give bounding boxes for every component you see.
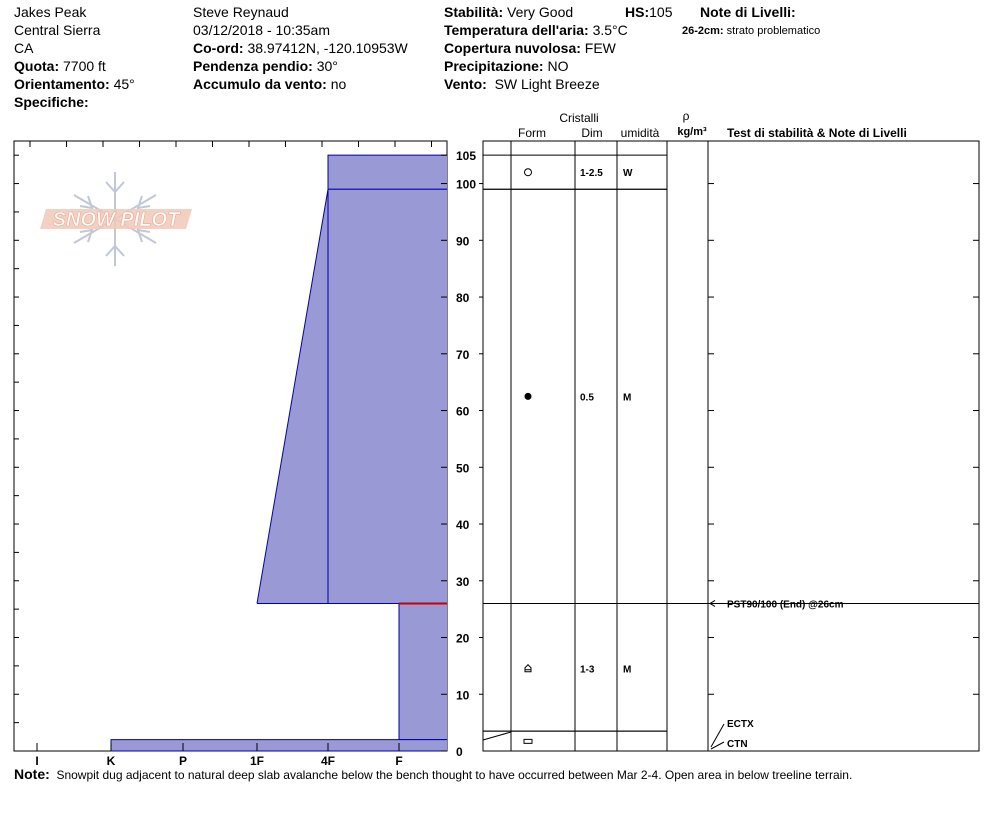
range: Central Sierra xyxy=(14,22,101,38)
hardness-plot xyxy=(14,141,447,765)
elevation-label: Quota: xyxy=(14,58,60,74)
moisture-header: umidità xyxy=(620,126,660,140)
stability: Very Good xyxy=(507,4,574,20)
hardness-label-F: F xyxy=(395,754,403,765)
layer-moisture-2: M xyxy=(623,664,632,676)
wind: SW Light Breeze xyxy=(494,76,600,92)
note xyxy=(14,766,852,782)
hs: 105 xyxy=(649,4,673,20)
note-text: Snowpit dug adjacent to natural deep slab avalanche below the bench thought to have occurred between Mar 2-4. Open area in below treeline terrain. xyxy=(56,768,853,782)
layer-size-2: 1-3 xyxy=(580,664,595,676)
elevation: 7700 ft xyxy=(63,58,106,74)
wind-label: Vento: xyxy=(444,76,487,92)
layer-size-0: 1-2.5 xyxy=(580,168,603,180)
hardness-layer-3 xyxy=(111,740,447,751)
crust-icon xyxy=(524,739,532,743)
height-label-90: 90 xyxy=(456,234,470,249)
height-label-70: 70 xyxy=(456,347,470,362)
precip: NO xyxy=(547,58,569,74)
crystals-header: Cristalli xyxy=(559,111,599,125)
hardness-layer-1 xyxy=(257,189,447,603)
height-label-50: 50 xyxy=(456,461,470,476)
hardness-layer-0 xyxy=(328,155,447,189)
hardness-label-1F: 1F xyxy=(249,754,265,765)
layer-note-text: strato problematico xyxy=(726,25,821,37)
hardness-label-I: I xyxy=(35,754,39,765)
precip-label: Precipitazione: xyxy=(444,58,544,74)
wind-loading: no xyxy=(330,76,347,92)
coord: 38.97412N, -120.10953W xyxy=(247,40,408,56)
ground-slant-line xyxy=(483,732,511,740)
layer-notes-label: Note di Livelli: xyxy=(700,4,796,20)
height-label-60: 60 xyxy=(456,404,470,419)
tests-header: Test di stabilità & Note di Livelli xyxy=(727,126,907,140)
height-label-40: 40 xyxy=(456,518,470,533)
slope: 30° xyxy=(316,58,338,74)
note-label: Note: xyxy=(14,766,50,782)
logo-text: SNOW PILOT xyxy=(52,209,180,231)
stability-label: Stabilità: xyxy=(444,4,504,20)
size-header: Dim xyxy=(581,126,603,140)
height-label-30: 30 xyxy=(456,574,470,589)
datetime: 03/12/2018 - 10:35am xyxy=(193,22,330,38)
height-label-0: 0 xyxy=(456,745,463,759)
circle-open-icon xyxy=(525,169,532,176)
layer-moisture-0: W xyxy=(623,168,633,180)
coord-label: Co-ord: xyxy=(193,40,244,56)
air-temp: 3.5°C xyxy=(592,22,628,38)
aspect: 45° xyxy=(113,76,135,92)
location: Jakes Peak xyxy=(14,4,87,20)
specifics-label: Specifiche: xyxy=(14,94,89,110)
layer-table-headers xyxy=(518,109,907,140)
height-label-105: 105 xyxy=(456,149,477,164)
circle-filled-icon xyxy=(525,393,532,400)
layer-table xyxy=(479,141,979,751)
height-label-100: 100 xyxy=(456,177,477,192)
sky-label: Copertura nuvolosa: xyxy=(444,40,581,56)
test-label-ctn: CTN xyxy=(727,739,748,750)
test-label-pst: PST90/100 (End) @26cm xyxy=(727,599,844,611)
hardness-label-4F: 4F xyxy=(320,754,336,765)
air-temp-label: Temperatura dell'aria: xyxy=(444,22,589,38)
height-label-10: 10 xyxy=(456,688,470,703)
hardness-layer-2 xyxy=(399,603,447,739)
height-label-20: 20 xyxy=(456,631,470,646)
density-unit-header: kg/m³ xyxy=(677,126,707,138)
aspect-label: Orientamento: xyxy=(14,76,110,92)
layer-moisture-1: M xyxy=(623,392,632,404)
snowpilot-logo xyxy=(40,172,192,266)
form-header: Form xyxy=(518,126,546,140)
hs-label: HS: xyxy=(625,4,650,20)
hardness-label-P: P xyxy=(178,754,188,765)
depth-hoar-icon xyxy=(525,665,531,672)
layer-table-frame xyxy=(483,141,979,751)
state: CA xyxy=(14,40,34,56)
hardness-label-K: K xyxy=(106,754,116,765)
test-label-ectx: ECTX xyxy=(727,719,754,730)
layer-size-1: 0.5 xyxy=(580,392,594,404)
wind-loading-label: Accumulo da vento: xyxy=(193,76,327,92)
slope-label: Pendenza pendio: xyxy=(193,58,313,74)
rho-header: ρ xyxy=(682,109,690,123)
observer: Steve Reynaud xyxy=(193,4,289,20)
layer-note-depth: 26-2cm: xyxy=(682,25,724,37)
height-label-80: 80 xyxy=(456,291,470,306)
sky: FEW xyxy=(584,40,616,56)
